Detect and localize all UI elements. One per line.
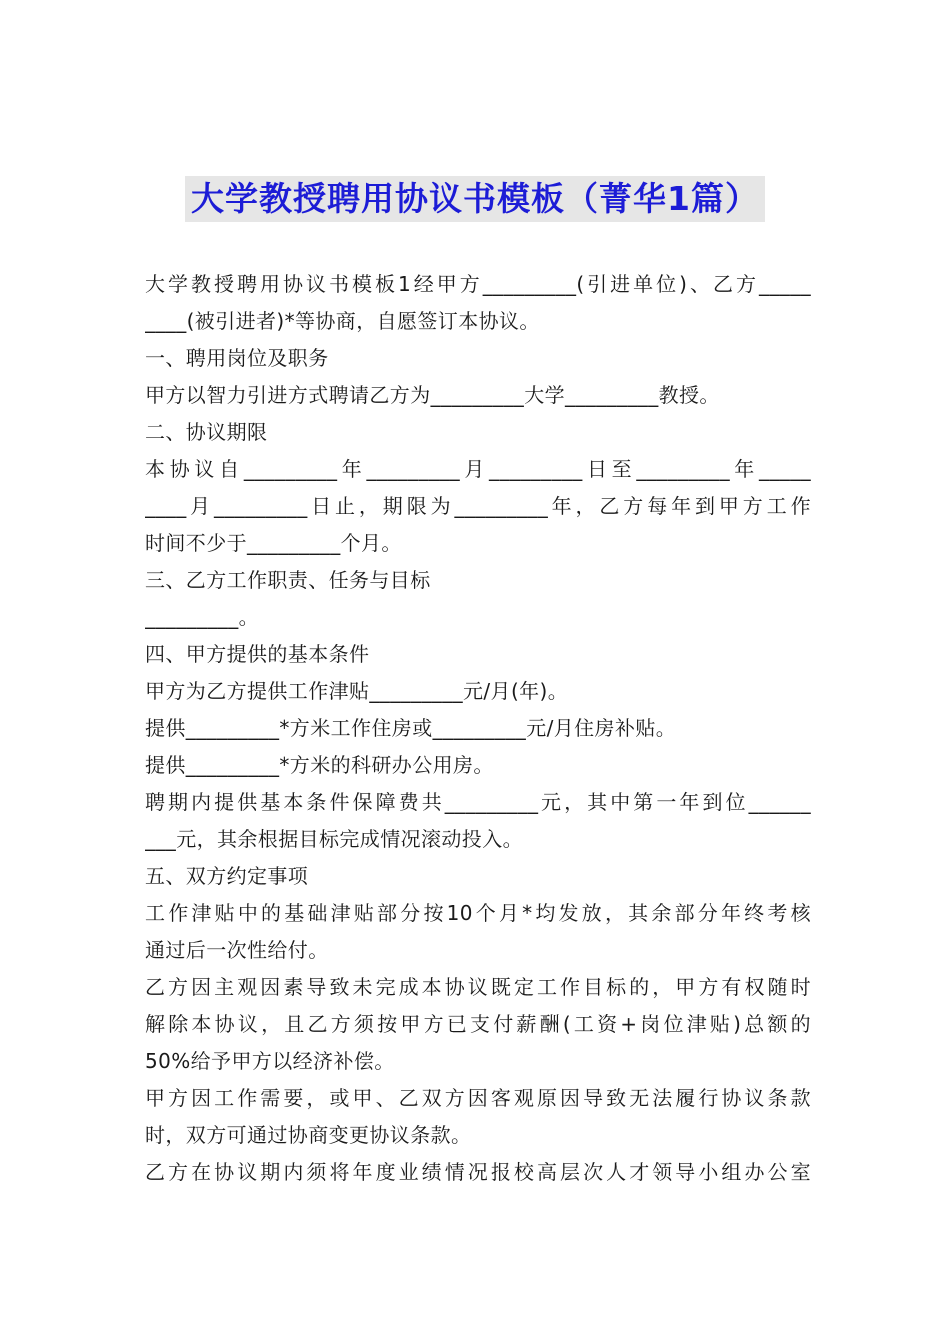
body-line: ____(被引进者)*等协商，自愿签订本协议。 <box>145 309 540 333</box>
body-line: 四、甲方提供的基本条件 <box>145 642 370 666</box>
body-line: ____月_________日止，期限为_________年，乙方每年到甲方工作 <box>145 494 811 518</box>
body-line: 时，双方可通过协商变更协议条款。 <box>145 1123 472 1147</box>
body-line: 乙方因主观因素导致未完成本协议既定工作目标的，甲方有权随时 <box>145 975 811 999</box>
body-line: 一、聘用岗位及职务 <box>145 346 329 370</box>
body-line: 解除本协议，且乙方须按甲方已支付薪酬(工资+岗位津贴)总额的 <box>145 1012 811 1036</box>
body-line: 通过后一次性给付。 <box>145 938 329 962</box>
title-container <box>0 176 950 222</box>
body-line: _________。 <box>145 605 259 629</box>
body-line: 大学教授聘用协议书模板1经甲方_________(引进单位)、乙方_____ <box>145 272 811 296</box>
body-line: 甲方因工作需要，或甲、乙双方因客观原因导致无法履行协议条款 <box>145 1086 811 1110</box>
body-line: 工作津贴中的基础津贴部分按10个月*均发放，其余部分年终考核 <box>145 901 811 925</box>
body-line: 五、双方约定事项 <box>145 864 309 888</box>
body-line: 50%给予甲方以经济补偿。 <box>145 1049 395 1073</box>
body-line: 本协议自_________年_________月_________日至_________年_____ <box>145 457 811 481</box>
body-line: 提供_________*方米的科研办公用房。 <box>145 753 494 777</box>
body-line: 三、乙方工作职责、任务与目标 <box>145 568 431 592</box>
body-line: 甲方为乙方提供工作津贴_________元/月(年)。 <box>145 679 569 703</box>
body-line: 甲方以智力引进方式聘请乙方为_________大学_________教授。 <box>145 383 720 407</box>
body-line: 提供_________*方米工作住房或_________元/月住房补贴。 <box>145 716 677 740</box>
body-line: 聘期内提供基本条件保障费共_________元，其中第一年到位______ <box>145 790 811 814</box>
body-line: 二、协议期限 <box>145 420 268 444</box>
body-line: 乙方在协议期内须将年度业绩情况报校高层次人才领导小组办公室 <box>145 1160 811 1184</box>
body-line: 时间不少于_________个月。 <box>145 531 402 555</box>
document-title: 大学教授聘用协议书模板（菁华1篇） <box>185 176 765 222</box>
document-body <box>145 266 811 1191</box>
body-line: ___元，其余根据目标完成情况滚动投入。 <box>145 827 523 851</box>
